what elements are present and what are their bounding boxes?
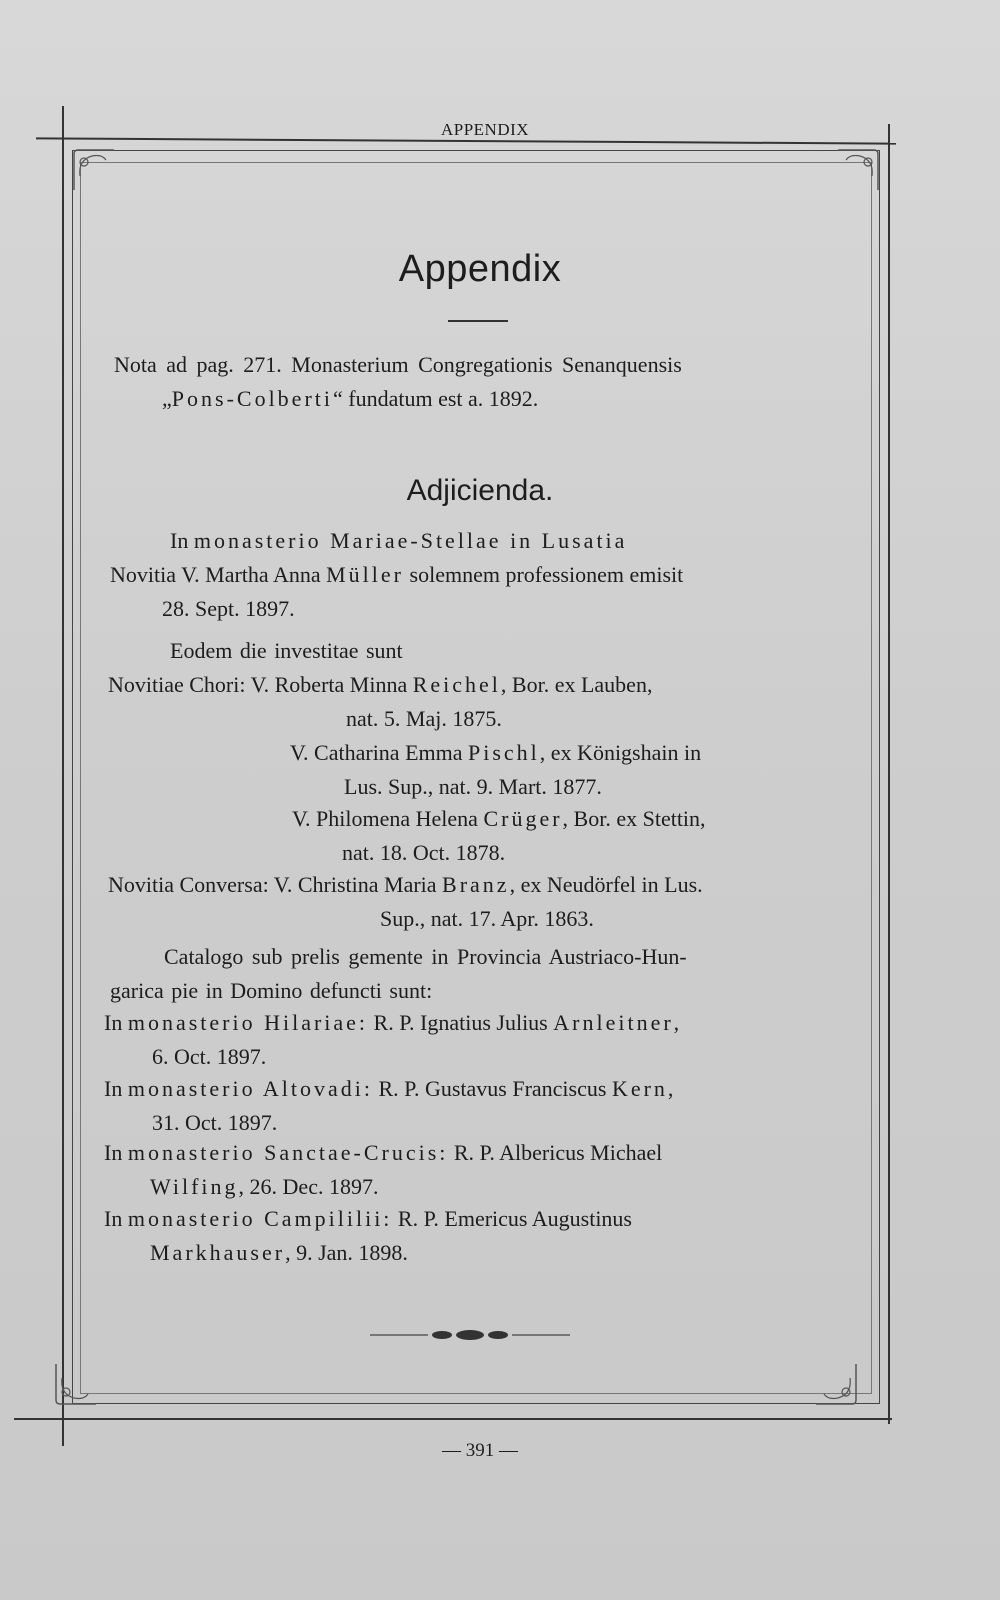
- text: ,: [673, 1010, 680, 1035]
- text: , ex Neudörfel in Lus.: [509, 872, 703, 897]
- spaced-text: monasterio Altovadi:: [127, 1076, 373, 1101]
- person-name: Kern: [611, 1076, 668, 1101]
- text: solemnem professionem emisit: [404, 562, 684, 587]
- chori-1: [108, 674, 652, 696]
- text: In: [104, 1076, 128, 1101]
- catalogo-line-1: [164, 946, 687, 968]
- text: In: [104, 1140, 128, 1165]
- corner-ornament-icon: [70, 146, 118, 194]
- adj-intro: [170, 530, 627, 552]
- left-vertical-rule: [62, 106, 64, 1446]
- obit-entry-1-date: [152, 1046, 266, 1068]
- nota-text: “ fundatum est a. 1892.: [333, 386, 539, 411]
- corner-ornament-icon: [812, 1360, 860, 1408]
- adj-eodem: [170, 640, 403, 662]
- text: 6. Oct. 1897.: [152, 1044, 267, 1069]
- text: V. Catharina Emma: [290, 740, 468, 765]
- text: , ex Königshain in: [539, 740, 702, 765]
- text: , 9. Jan. 1898.: [285, 1240, 408, 1265]
- text: , 26. Dec. 1897.: [238, 1174, 379, 1199]
- running-head: APPENDIX: [440, 120, 530, 139]
- obit-entry-3: [104, 1142, 662, 1164]
- person-name: Pischl: [468, 740, 540, 765]
- text: , Bor. ex Stettin,: [562, 806, 706, 831]
- chori-1-nat: [346, 708, 502, 730]
- chori-3: [292, 808, 706, 830]
- text: Sup., nat. 17. Apr. 1863.: [380, 906, 594, 931]
- spaced-text: monasterio Campililii:: [127, 1206, 393, 1231]
- text: ,: [667, 1076, 674, 1101]
- obit-entry-4: [104, 1208, 632, 1230]
- text: In: [170, 528, 194, 553]
- obit-entry-2: [104, 1078, 673, 1100]
- chori-3-nat: [342, 842, 505, 864]
- person-name: Reichel: [412, 672, 501, 697]
- conversa: [108, 874, 703, 896]
- adj-novitia-date: [162, 598, 295, 620]
- person-name: Müller: [326, 562, 405, 587]
- person-name: Crüger: [483, 806, 563, 831]
- page-number: — 391 —: [442, 1440, 518, 1461]
- conversa-nat: [380, 908, 594, 930]
- text: Eodem die investitae sunt: [170, 638, 403, 663]
- nota-line-1: [114, 354, 682, 376]
- spaced-text: monasterio Hilariae:: [127, 1010, 369, 1035]
- text: V. Philomena Helena: [292, 806, 484, 831]
- text: R. P. Ignatius Julius: [368, 1010, 554, 1035]
- text: Novitia V. Martha Anna: [110, 562, 327, 587]
- text: 31. Oct. 1897.: [152, 1110, 278, 1135]
- spaced-text: monasterio Sanctae-Crucis:: [127, 1140, 449, 1165]
- person-name: Markhauser: [150, 1240, 286, 1265]
- right-vertical-rule: [888, 124, 890, 1424]
- page-title: Appendix: [398, 248, 562, 290]
- corner-ornament-icon: [834, 146, 882, 194]
- text: Novitiae Chori: V. Roberta Minna: [108, 672, 413, 697]
- person-name: Arnleitner: [553, 1010, 674, 1035]
- text: nat. 18. Oct. 1878.: [342, 840, 506, 865]
- nota-line-2: [162, 388, 538, 410]
- text: garica pie in Domino defuncti sunt:: [110, 978, 433, 1003]
- text: R. P. Emericus Augustinus: [392, 1206, 632, 1231]
- text: In: [104, 1206, 128, 1231]
- chori-2: [290, 742, 701, 764]
- corner-ornament-icon: [52, 1360, 100, 1408]
- text: Novitia Conversa: V. Christina Maria: [108, 872, 443, 897]
- obit-entry-4-date: [150, 1242, 408, 1264]
- obit-entry-1: [104, 1012, 679, 1034]
- text: nat. 5. Maj. 1875.: [346, 706, 502, 731]
- spaced-text: monasterio Mariae-Stellae in Lusatia: [193, 528, 628, 553]
- text: In: [104, 1010, 128, 1035]
- obit-entry-2-date: [152, 1112, 277, 1134]
- text: , Bor. ex Lauben,: [500, 672, 653, 697]
- divider-ornament-icon: [370, 1325, 570, 1345]
- person-name: Branz: [442, 872, 510, 897]
- title-rule: [448, 320, 508, 322]
- obit-entry-3-date: [150, 1176, 378, 1198]
- text: 28. Sept. 1897.: [162, 596, 295, 621]
- person-name: Wilfing: [150, 1174, 239, 1199]
- bottom-rule: [14, 1418, 892, 1420]
- section-heading: Adjicienda.: [406, 474, 554, 507]
- text: Lus. Sup., nat. 9. Mart. 1877.: [344, 774, 602, 799]
- text: R. P. Albericus Michael: [448, 1140, 663, 1165]
- nota-text: Nota ad pag. 271. Monasterium Congregationis Senanquensis: [114, 352, 682, 377]
- monastery-name: Pons-Colberti: [171, 386, 333, 411]
- text: R. P. Gustavus Franciscus: [372, 1076, 612, 1101]
- catalogo-line-2: [110, 980, 432, 1002]
- text: Catalogo sub prelis gemente in Provincia Austriaco-Hun-: [164, 944, 687, 969]
- quote-mark: „: [162, 386, 172, 411]
- chori-2-nat: [344, 776, 602, 798]
- adj-novitia: [110, 564, 683, 586]
